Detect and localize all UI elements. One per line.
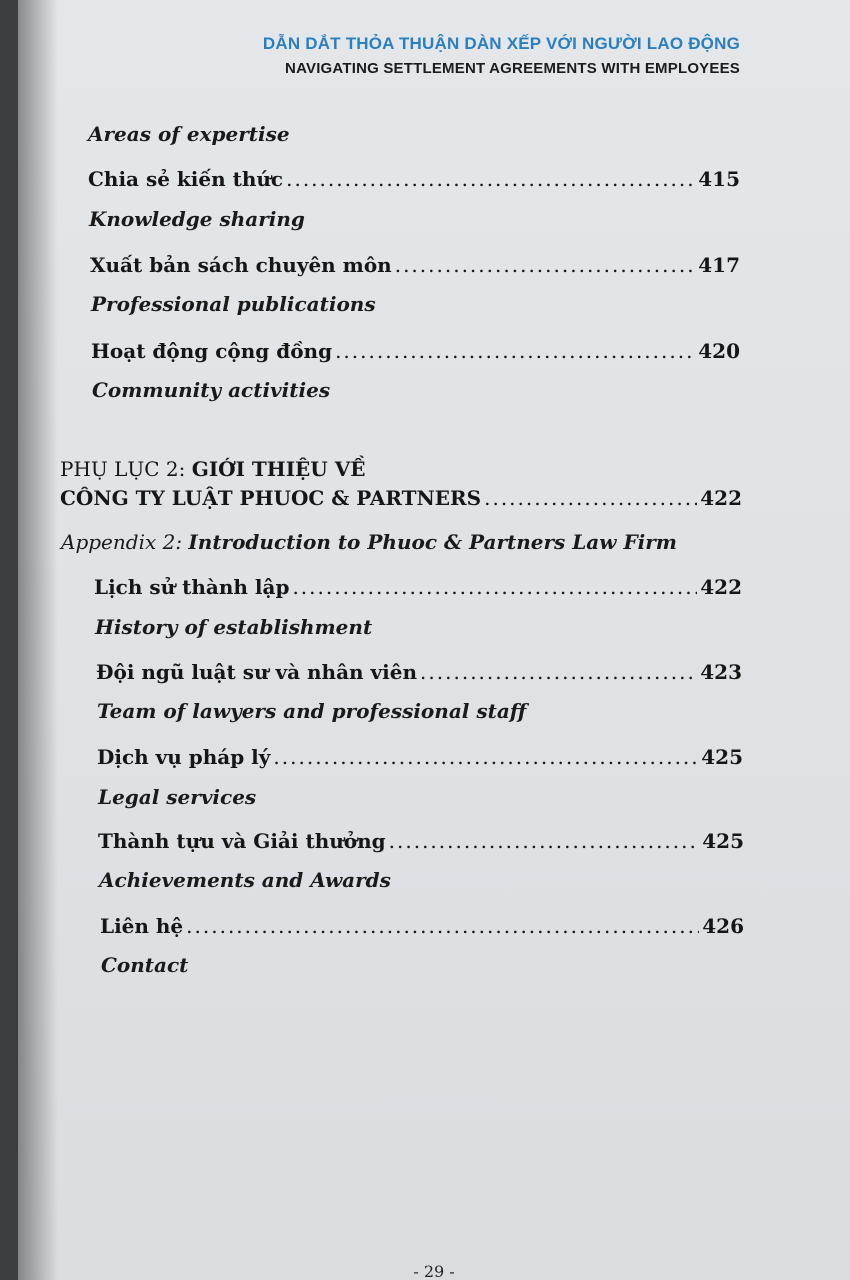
- toc-entry-publications: [90, 253, 740, 277]
- toc-entry-page: 420: [698, 339, 740, 363]
- toc-entry-english: History of establishment: [95, 615, 373, 639]
- toc-entry-legal-services: [97, 745, 743, 769]
- leader-dots: [186, 914, 699, 938]
- appendix-page: 422: [700, 486, 742, 510]
- appendix-english: [61, 530, 677, 554]
- toc-entry-awards: [98, 829, 744, 853]
- appendix-english-prefix: Appendix 2:: [61, 530, 189, 554]
- toc-entry-page: 425: [701, 745, 743, 769]
- header-title-vi: DẪN DẮT THỎA THUẬN DÀN XẾP VỚI NGƯỜI LAO ĐỘNG: [262, 34, 740, 53]
- toc-entry-page: 417: [698, 253, 740, 277]
- leader-dots: [395, 253, 696, 277]
- leader-dots: [292, 575, 697, 599]
- page-number: - 29 -: [413, 1262, 455, 1280]
- toc-entry-english: Knowledge sharing: [89, 207, 305, 231]
- appendix-prefix: PHỤ LỤC 2:: [60, 457, 192, 481]
- spine-shadow: [18, 0, 58, 1280]
- toc-entry-title: Xuất bản sách chuyên môn: [90, 253, 392, 277]
- running-header: [263, 34, 740, 77]
- toc-entry-page: 426: [702, 914, 744, 938]
- toc-entry-knowledge-sharing: [88, 167, 740, 191]
- leader-dots: [484, 486, 697, 510]
- toc-entry-english: Contact: [101, 953, 189, 977]
- appendix-title-line2: CÔNG TY LUẬT PHUOC & PARTNERS: [60, 486, 482, 510]
- toc-entry-english: Achievements and Awards: [99, 868, 391, 892]
- leader-dots: [286, 167, 695, 191]
- book-page: [18, 0, 850, 1280]
- toc-entry-team: [96, 660, 742, 684]
- toc-entry-title: Dịch vụ pháp lý: [97, 745, 271, 769]
- appendix-heading-line1: [60, 457, 365, 481]
- leader-dots: [420, 660, 697, 684]
- toc-entry-english: Team of lawyers and professional staff: [97, 699, 527, 723]
- toc-entry-history: [94, 575, 742, 599]
- toc-entry-english: Legal services: [98, 785, 257, 809]
- toc-entry-title: Hoạt động cộng đồng: [91, 339, 333, 363]
- toc-entry-title: Chia sẻ kiến thức: [88, 167, 284, 191]
- toc-entry-page: 425: [702, 829, 744, 853]
- leader-dots: [335, 339, 695, 363]
- toc-entry-english: Professional publications: [91, 292, 376, 316]
- toc-entry-title: Lịch sử thành lập: [94, 575, 290, 599]
- appendix-title-line1: GIỚI THIỆU VỀ: [191, 457, 366, 481]
- toc-entry-title: Thành tựu và Giải thưởng: [98, 829, 386, 853]
- leader-dots: [273, 745, 698, 769]
- appendix-heading-line2: [60, 486, 742, 510]
- leader-dots: [389, 829, 700, 853]
- toc-entry-page: 415: [698, 167, 740, 191]
- toc-top-english: Areas of expertise: [88, 122, 290, 146]
- toc-entry-contact: [100, 914, 744, 938]
- toc-entry-community: [91, 339, 740, 363]
- toc-entry-title: Đội ngũ luật sư và nhân viên: [96, 660, 418, 684]
- toc-entry-english: Community activities: [92, 378, 331, 402]
- header-title-en: NAVIGATING SETTLEMENT AGREEMENTS WITH EMPLOYEES: [285, 60, 740, 77]
- toc-entry-page: 423: [700, 660, 742, 684]
- toc-entry-page: 422: [700, 575, 742, 599]
- toc-entry-title: Liên hệ: [100, 914, 184, 938]
- appendix-english-title: Introduction to Phuoc & Partners Law Firm: [188, 530, 677, 554]
